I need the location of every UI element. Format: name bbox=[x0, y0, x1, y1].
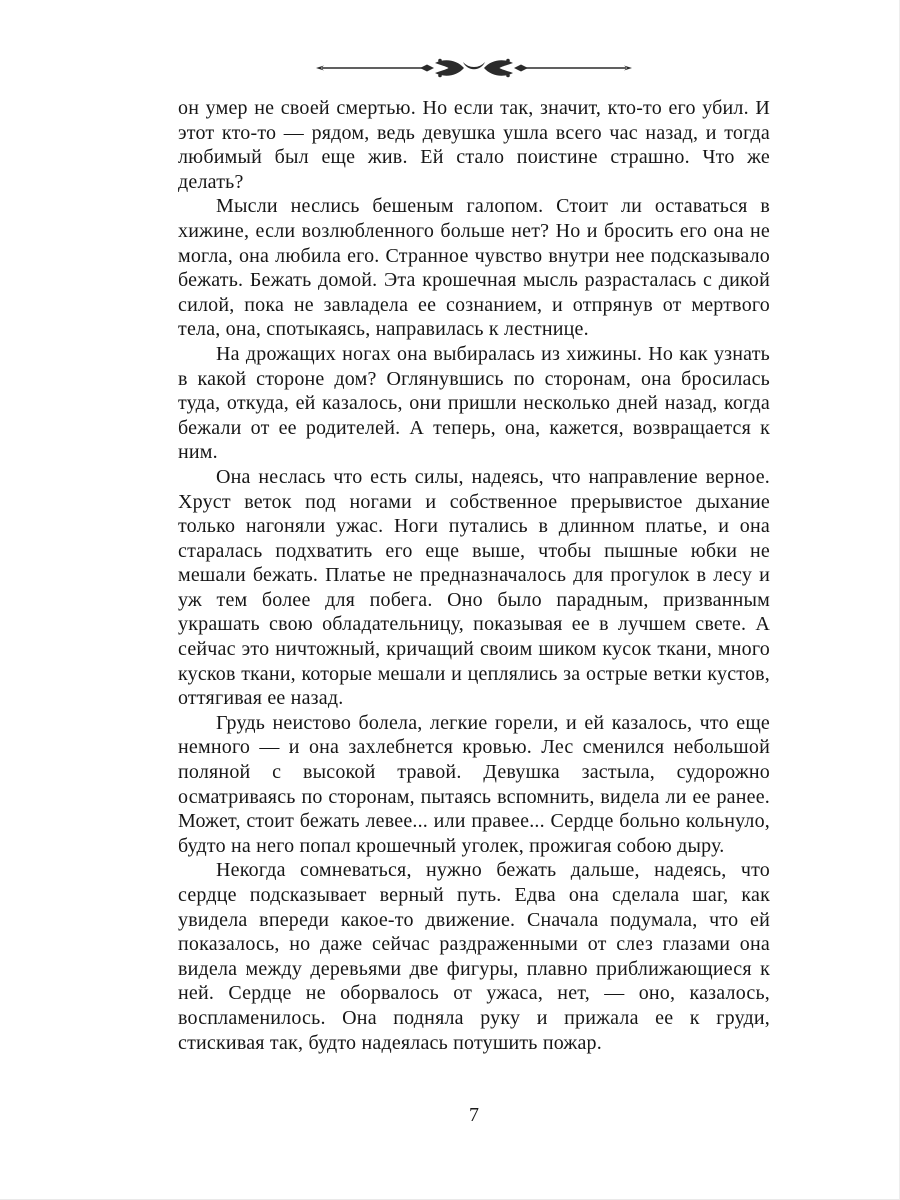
page-text-column bbox=[178, 96, 770, 1055]
paragraph: На дрожащих ногах она выбиралась из хижины. Но как узнать в какой стороне дом? Оглянувшись по сторонам, она бросилась туда, откуда, ей казалось, они пришли несколько дней назад, когда бежали от ее родителей. А теперь, она, кажется, возвращается к ним. bbox=[178, 342, 770, 464]
paragraph: Некогда сомневаться, нужно бежать дальше, надеясь, что сердце подсказывает верный путь. Едва она сделала шаг, как увидела впереди какое-то движение. Сначала подумала, что ей показалось, но даже сейчас раздраженными от слез глазами она видела между деревьями две фигуры, плавно приближающиеся к ней. Сердце не оборвалось от ужаса, нет, — оно, казалось, воспламенилось. Она подняла руку и прижала ее к груди, стискивая так, будто надеялась потушить пожар. bbox=[178, 859, 770, 1054]
floral-divider-icon bbox=[314, 54, 634, 82]
paragraph: Она неслась что есть силы, надеясь, что направление верное. Хруст веток под ногами и собственное прерывистое дыхание только нагоняли ужас. Ноги путались в длинном платье, и она старалась подхватить его еще выше, чтобы пышные юбки не мешали бежать. Платье не предназначалось для прогулок в лесу и уж тем более для побега. Оно было парадным, призванным украшать свою обладательницу, показывая ее в лучшем свете. А сейчас это ничтожный, кричащий своим шиком кусок ткани, много кусков ткани, которые мешали и цеплялись за острые ветки кустов, оттягивая ее назад. bbox=[178, 465, 770, 710]
paragraph: Грудь неистово болела, легкие горели, и ей казалось, что еще немного — и она захлебнется кровью. Лес сменился небольшой поляной с высокой травой. Девушка застыла, судорожно осматриваясь по сторонам, пытаясь вспомнить, видела ли ее ранее. Может, стоит бежать левее... или правее... Сердце больно кольнуло, будто на него попал крошечный уголек, прожигая собою дыру. bbox=[178, 711, 770, 857]
page-number: 7 bbox=[469, 1104, 479, 1126]
chapter-divider bbox=[178, 54, 770, 82]
paragraph: Мысли неслись бешеным галопом. Стоит ли оставаться в хижине, если возлюбленного больше нет? Но и бросить его она не могла, она любила его. Странное чувство внутри нее подсказывало бежать. Бежать домой. Эта крошечная мысль разрасталась с дикой силой, пока не завладела ее сознанием, и отпрянув от мертвого тела, она, спотыкаясь, направилась к лестнице. bbox=[178, 195, 770, 341]
paragraph: он умер не своей смертью. Но если так, значит, кто-то его убил. И этот кто-то — рядом, ведь девушка ушла всего час назад, и тогда любимый был еще жив. Ей стало поистине страшно. Что же делать? bbox=[178, 97, 770, 193]
